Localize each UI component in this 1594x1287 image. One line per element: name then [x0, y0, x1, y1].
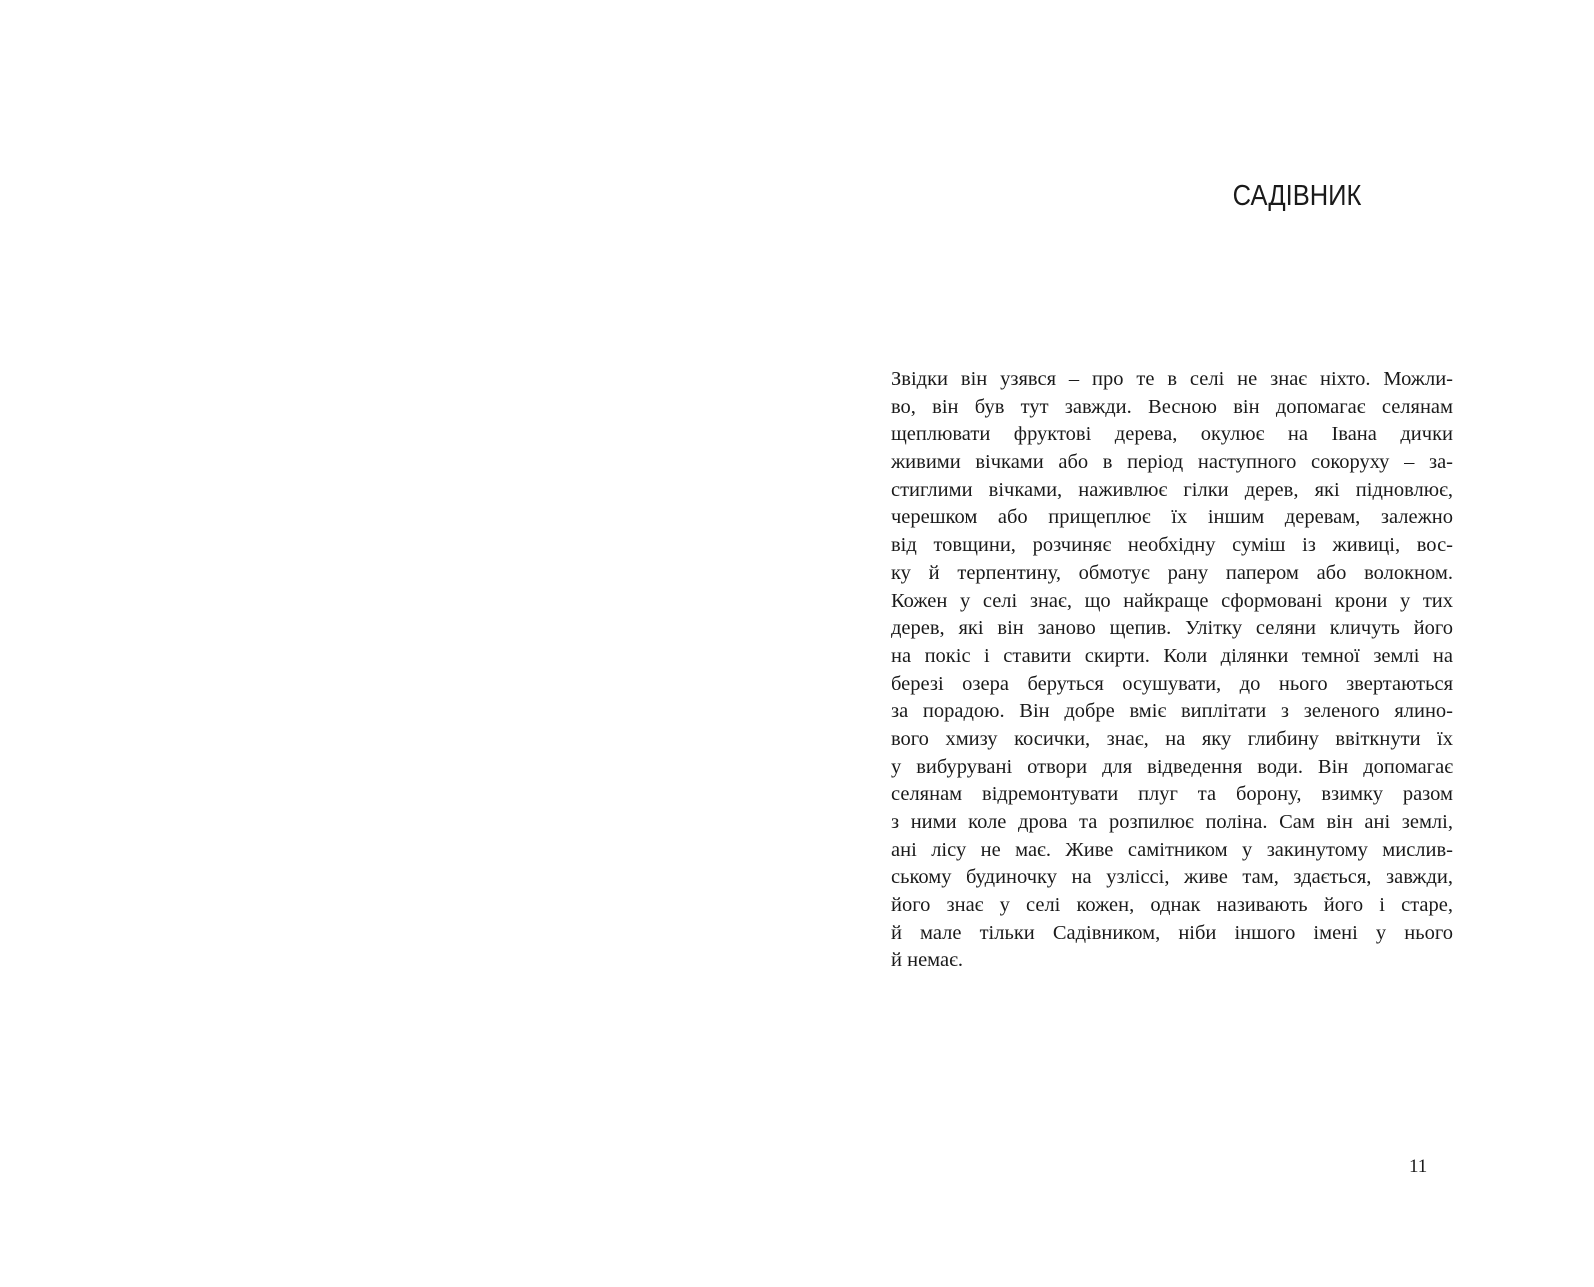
- text-line: у вибурувані отвори для відведення води. Він допомагає: [891, 755, 1453, 778]
- text-line: во, він був тут завжди. Весною він допомагає селянам: [891, 395, 1453, 418]
- text-line: черешком або прищеплює їх іншим деревам, залежно: [891, 506, 1453, 529]
- text-line: щеплювати фруктові дерева, окулює на Івана дички: [891, 423, 1453, 446]
- text-line: його знає у селі кожен, однак називають його і старе,: [891, 894, 1453, 917]
- text-line: з ними коле дрова та розпилює поліна. Сам він ані землі,: [891, 811, 1453, 833]
- text-line: селянам відремонтувати плуг та борону, взимку разом: [891, 783, 1453, 806]
- text-line: й мале тільки Садівником, ніби іншого імені у нього: [891, 921, 1453, 944]
- text-line: Звідки він узявся – про те в селі не знає ніхто. Можли-: [891, 368, 1453, 390]
- text-line: за порадою. Він добре вміє виплітати з зеленого ялино-: [891, 700, 1453, 723]
- chapter-title: САДІВНИК: [1232, 180, 1362, 212]
- text-line: Кожен у селі знає, що найкраще сформовані крони у тих: [891, 589, 1453, 612]
- page-number: 11: [1409, 1156, 1428, 1177]
- text-line: дерев, які він заново щепив. Улітку селяни кличуть його: [891, 617, 1453, 640]
- text-line: вого хмизу косички, знає, на яку глибину ввіткнути їх: [891, 727, 1453, 750]
- text-line: на покіс і ставити скирти. Коли ділянки темної землі на: [891, 644, 1453, 667]
- text-line: березі озера беруться осушувати, до нього звертаються: [891, 672, 1453, 695]
- text-line: й немає.: [891, 949, 964, 972]
- text-line: ані лісу не має. Живе самітником у закинутому мислив-: [891, 838, 1453, 861]
- text-line: живими вічками або в період наступного сокоруху – за-: [891, 451, 1453, 474]
- text-line: ському будиночку на узліссі, живе там, здається, завжди,: [891, 866, 1453, 889]
- text-line: ку й терпентину, обмотує рану папером або волокном.: [891, 561, 1453, 584]
- text-line: від товщини, розчиняє необхідну суміш із живиці, вос-: [891, 534, 1453, 557]
- text-line: стиглими вічками, наживлює гілки дерев, які підновлює,: [891, 478, 1453, 501]
- body-paragraph: [891, 366, 1453, 975]
- right-page: [797, 0, 1594, 1287]
